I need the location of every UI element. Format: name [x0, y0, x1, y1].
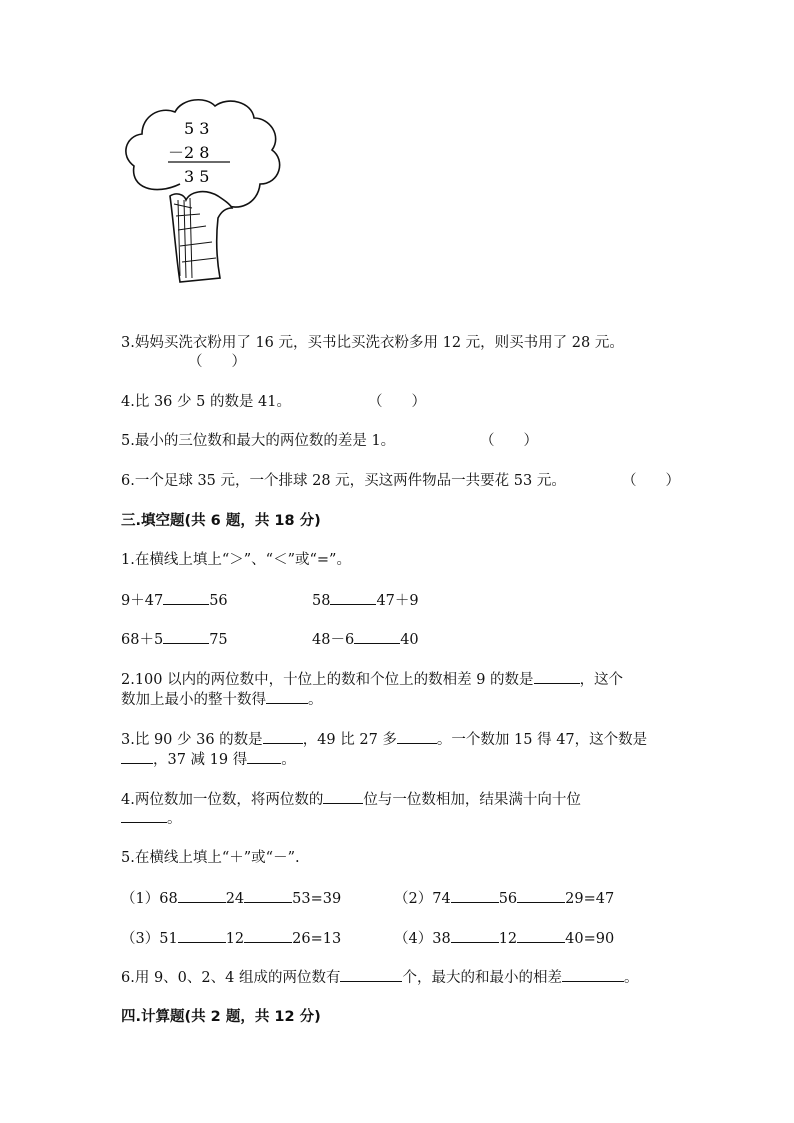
judge-q4-paren[interactable]: （ ） — [368, 394, 426, 410]
q3-blank-3[interactable] — [121, 749, 153, 764]
fill-q3-line2 — [121, 749, 296, 770]
q5-1-blank-1[interactable] — [178, 888, 226, 903]
judge-q5-paren[interactable]: （ ） — [480, 433, 538, 449]
q1-a-right: 56 — [209, 593, 228, 609]
q4-blank-1[interactable] — [323, 789, 363, 804]
q5-3-blank-2[interactable] — [244, 928, 292, 943]
q5-2-b: 56 — [498, 891, 518, 907]
judge-q5: 5.最小的三位数和最大的两位数的差是 1。 — [121, 433, 396, 449]
q5-2-c: 29=47 — [565, 891, 615, 907]
q1-c-blank[interactable] — [163, 629, 209, 644]
fill-q4-line2 — [121, 808, 182, 829]
q5-2-a: （2）74 — [394, 891, 451, 907]
q3-blank-4[interactable] — [247, 749, 281, 764]
q3-blank-1[interactable] — [263, 729, 303, 744]
q6-text-1: 6.用 9、0、2、4 组成的两位数有 — [121, 970, 341, 986]
fill-q5-2 — [394, 888, 614, 909]
q5-3-b: 12 — [225, 931, 245, 947]
fill-q5-3 — [121, 928, 341, 949]
q1-c-left: 68＋5 — [121, 632, 164, 648]
section-3-title: 三.填空题(共 6 题，共 18 分) — [121, 513, 321, 529]
q4-blank-2[interactable] — [121, 808, 167, 823]
judge-q4: 4.比 36 少 5 的数是 41。 — [121, 394, 292, 410]
tree-row-3: 3 5 — [184, 167, 210, 186]
fill-q5-1 — [121, 888, 341, 909]
fill-q6 — [121, 967, 638, 988]
judge-q3: 3.妈妈买洗衣粉用了 16 元，买书比买洗衣粉多用 12 元，则买书用了 28 元。 — [121, 335, 624, 351]
q5-2-blank-2[interactable] — [517, 888, 565, 903]
q5-4-c: 40=90 — [565, 931, 615, 947]
q5-4-a: （4）38 — [394, 931, 451, 947]
q6-blank-2[interactable] — [562, 967, 624, 982]
q3-text-1: 3.比 90 少 36 的数是 — [121, 732, 263, 748]
fill-q3-line1 — [121, 729, 647, 750]
fill-q1-b — [312, 590, 419, 611]
q3-text-2: ，49 比 27 多 — [302, 732, 397, 748]
q4-text-2: 位与一位数相加，结果满十向十位 — [363, 792, 581, 808]
q5-1-b: 24 — [225, 891, 245, 907]
q1-c-right: 75 — [209, 632, 228, 648]
q2-text-1: 2.100 以内的两位数中，十位上的数和个位上的数相差 9 的数是 — [121, 672, 534, 688]
q4-text-1: 4.两位数加一位数，将两位数的 — [121, 792, 324, 808]
q3-blank-2[interactable] — [397, 729, 437, 744]
q2-text-2: 数加上最小的整十数得 — [121, 692, 266, 708]
q1-b-blank[interactable] — [330, 590, 376, 605]
q5-3-blank-1[interactable] — [178, 928, 226, 943]
q3-text-3: 。一个数加 15 得 47，这个数是 — [436, 732, 648, 748]
q3-text-4: ，37 减 19 得 — [153, 752, 248, 768]
q1-d-left: 48－6 — [312, 632, 355, 648]
judge-q3-paren[interactable]: （ ） — [188, 354, 246, 370]
fill-q5: 5.在横线上填上“＋”或“－”. — [121, 850, 300, 866]
q2-blank-2[interactable] — [266, 689, 308, 704]
q5-1-blank-2[interactable] — [244, 888, 292, 903]
q1-d-right: 40 — [400, 632, 419, 648]
q5-1-c: 53=39 — [292, 891, 342, 907]
fill-q1-d — [312, 629, 419, 650]
fill-q2-line1 — [121, 669, 623, 690]
q2-blank-1[interactable] — [534, 669, 580, 684]
q2-text-2-end: 。 — [308, 692, 323, 708]
q5-1-a: （1）68 — [121, 891, 178, 907]
q1-d-blank[interactable] — [354, 629, 400, 644]
q2-text-1-end: ，这个 — [579, 672, 624, 688]
section-4-title: 四.计算题(共 2 题，共 12 分) — [121, 1009, 321, 1025]
tree-row-2: －2 8 — [168, 143, 210, 162]
q5-2-blank-1[interactable] — [451, 888, 499, 903]
tree-illustration — [120, 96, 290, 286]
fill-q1: 1.在横线上填上“＞”、“＜”或“=”。 — [121, 552, 351, 568]
tree-row-1: 5 3 — [184, 119, 210, 138]
q1-a-blank[interactable] — [163, 590, 209, 605]
q5-4-blank-2[interactable] — [517, 928, 565, 943]
judge-q6-paren[interactable]: （ ） — [622, 473, 680, 489]
q1-b-right: 47＋9 — [376, 593, 419, 609]
q5-3-a: （3）51 — [121, 931, 178, 947]
q1-b-left: 58 — [312, 593, 331, 609]
q5-4-b: 12 — [498, 931, 518, 947]
q1-a-left: 9＋47 — [121, 593, 164, 609]
q4-text-3: 。 — [167, 811, 182, 827]
q6-blank-1[interactable] — [340, 967, 402, 982]
q5-4-blank-1[interactable] — [451, 928, 499, 943]
fill-q4-line1 — [121, 789, 581, 810]
q3-text-5: 。 — [281, 752, 296, 768]
fill-q2-line2 — [121, 689, 323, 710]
judge-q6: 6.一个足球 35 元，一个排球 28 元，买这两件物品一共要花 53 元。 — [121, 473, 566, 489]
fill-q1-a — [121, 590, 228, 611]
fill-q5-4 — [394, 928, 614, 949]
q6-text-3: 。 — [623, 970, 639, 986]
q6-text-2: 个，最大的和最小的相差 — [402, 970, 562, 986]
fill-q1-c — [121, 629, 228, 650]
q5-3-c: 26=13 — [292, 931, 342, 947]
